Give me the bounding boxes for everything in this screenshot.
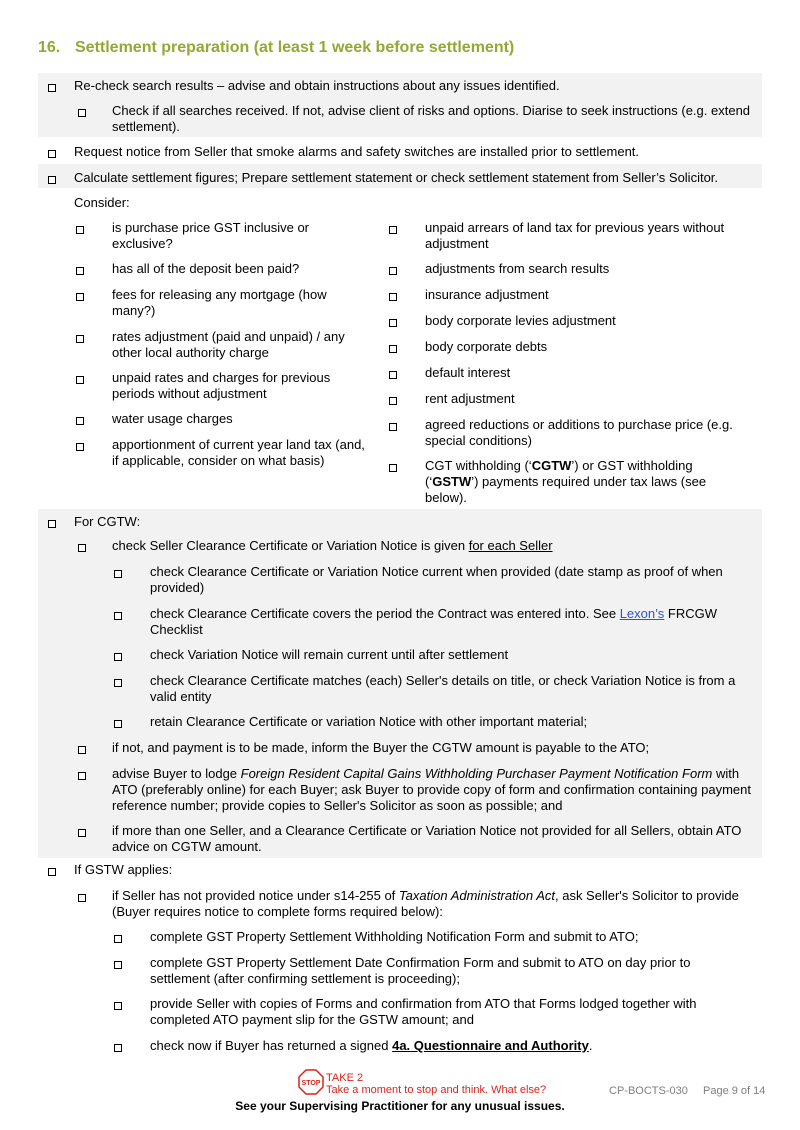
checkbox-cgtw-sub[interactable]	[114, 612, 122, 620]
checkbox-consider-left[interactable]	[76, 417, 84, 425]
item-recheck: Re-check search results – advise and obtain instructions about any issues identified.	[74, 78, 560, 93]
stop-sign-icon	[298, 1069, 324, 1095]
checkbox-searches[interactable]	[78, 109, 86, 117]
cgt-b1: CGTW	[531, 458, 572, 473]
cgt-mid: ’) or GST withholding (‘	[425, 458, 693, 489]
cgtw-sub-item: retain Clearance Certificate or variation Notice with other important material;	[150, 714, 588, 729]
checkbox-cgtw[interactable]	[48, 520, 56, 528]
checkbox-recheck[interactable]	[48, 84, 56, 92]
take2-block	[326, 1072, 546, 1096]
consider-right-item: default interest	[425, 365, 511, 380]
consider-left-item: is purchase price GST inclusive or exclusive?	[112, 220, 310, 251]
gstw-sub4-post: .	[588, 1038, 593, 1053]
checkbox-cgtw-check[interactable]	[78, 544, 86, 552]
checkbox-consider-left[interactable]	[76, 335, 84, 343]
gstw-title: If GSTW applies:	[74, 862, 173, 877]
checkbox-gstw-sub[interactable]	[114, 1044, 122, 1052]
checkbox-consider-right[interactable]	[389, 464, 397, 472]
footer-note: See your Supervising Practitioner for any unusual issues.	[235, 1099, 565, 1113]
consider-right-item-cgt	[425, 458, 725, 506]
section-title: Settlement preparation (at least 1 week before settlement)	[75, 39, 515, 56]
checkbox-gstw[interactable]	[48, 868, 56, 876]
cgtw-advise-form: Foreign Resident Capital Gains Withholding Purchaser Payment Notification Form	[240, 766, 713, 781]
gstw-sub-item: complete GST Property Settlement Date Confirmation Form and submit to ATO on day prior to settlement (after confirming settlement is proceeding);	[150, 955, 691, 986]
checkbox-cgtw-sub[interactable]	[114, 720, 122, 728]
cgtw-sub2-post: FRCGW Checklist	[150, 606, 717, 637]
consider-left-item: fees for releasing any mortgage (how many?)	[112, 287, 327, 318]
checkbox-consider-right[interactable]	[389, 397, 397, 405]
consider-left-item: has all of the deposit been paid?	[112, 261, 300, 276]
checkbox-consider-left[interactable]	[76, 443, 84, 451]
consider-right-item: rent adjustment	[425, 391, 515, 406]
checkbox-consider-right[interactable]	[389, 423, 397, 431]
consider-right-item: body corporate debts	[425, 339, 548, 354]
item-searches: Check if all searches received. If not, advise client of risks and options. Diarise to seek instructions (e.g. extend settlement).	[112, 103, 751, 134]
checkbox-gstw-sub[interactable]	[114, 1002, 122, 1010]
checkbox-gstw-notice[interactable]	[78, 894, 86, 902]
consider-right-item: body corporate levies adjustment	[425, 313, 616, 328]
checkbox-cgtw-sub[interactable]	[114, 653, 122, 661]
consider-right-item: insurance adjustment	[425, 287, 549, 302]
consider-label: Consider:	[74, 195, 130, 210]
page-number: Page 9 of 14	[703, 1085, 766, 1097]
consider-left-item: rates adjustment (paid and unpaid) / any other local authority charge	[112, 329, 345, 360]
checkbox-cgtw-advise[interactable]	[78, 772, 86, 780]
checkbox-consider-right[interactable]	[389, 226, 397, 234]
checkbox-consider-right[interactable]	[389, 319, 397, 327]
consider-right-item: agreed reductions or additions to purchase price (e.g. special conditions)	[425, 417, 733, 448]
cgt-pre: CGT withholding (‘	[425, 458, 532, 473]
checkbox-consider-right[interactable]	[389, 371, 397, 379]
checkbox-gstw-sub[interactable]	[114, 961, 122, 969]
consider-left-item: water usage charges	[112, 411, 233, 426]
cgtw-sub-item: check Clearance Certificate or Variation Notice current when provided (date stamp as proof of when provided)	[150, 564, 723, 595]
cgtw-advise	[112, 766, 757, 814]
checkbox-consider-left[interactable]	[76, 376, 84, 384]
cgtw-sub-item	[150, 606, 750, 638]
cgtw-more: if more than one Seller, and a Clearance Certificate or Variation Notice not provided for all Sellers, obtain ATO advice on CGTW amount.	[112, 823, 742, 854]
checkbox-consider-right[interactable]	[389, 293, 397, 301]
item-smoke: Request notice from Seller that smoke alarms and safety switches are installed prior to settlement.	[74, 144, 640, 159]
cgt-post: ’) payments required under tax laws (see below).	[425, 474, 707, 505]
checkbox-consider-right[interactable]	[389, 345, 397, 353]
gstw-notice-act: Taxation Administration Act	[398, 888, 555, 903]
document-code: CP-BOCTS-030	[609, 1085, 688, 1097]
gstw-sub-item: complete GST Property Settlement Withholding Notification Form and submit to ATO;	[150, 929, 639, 944]
gstw-notice	[112, 888, 742, 920]
cgtw-advise-text: advise Buyer to lodge	[112, 766, 241, 781]
cgtw-check-underlined: for each Seller	[468, 538, 553, 553]
checkbox-consider-left[interactable]	[76, 267, 84, 275]
consider-right-item: unpaid arrears of land tax for previous years without adjustment	[425, 220, 725, 251]
item-calculate: Calculate settlement figures; Prepare settlement statement or check settlement statement from Seller’s Solicitor.	[74, 170, 719, 185]
checkbox-gstw-sub[interactable]	[114, 935, 122, 943]
cgtw-title: For CGTW:	[74, 514, 141, 529]
checkbox-consider-left[interactable]	[76, 293, 84, 301]
cgtw-sub-item: check Variation Notice will remain current until after settlement	[150, 647, 509, 662]
gstw-sub4-text: check now if Buyer has returned a signed	[150, 1038, 393, 1053]
take2-title: TAKE 2	[326, 1072, 364, 1084]
checkbox-calculate[interactable]	[48, 176, 56, 184]
gstw-sub-item: provide Seller with copies of Forms and confirmation from ATO that Forms lodged together with completed ATO payment slip for the GSTW amount; and	[150, 996, 697, 1027]
consider-left-item: unpaid rates and charges for previous periods without adjustment	[112, 370, 331, 401]
gstw-notice-post: , ask Seller's Solicitor to provide (Buyer requires notice to complete forms required below):	[112, 888, 739, 919]
consider-left-item: apportionment of current year land tax (and, if applicable, consider on what basis)	[112, 437, 365, 468]
questionnaire-link[interactable]: 4a. Questionnaire and Authority	[392, 1038, 589, 1053]
cgtw-check-text: check Seller Clearance Certificate or Variation Notice is given	[112, 538, 469, 553]
checkbox-cgtw-more[interactable]	[78, 829, 86, 837]
lexon-link[interactable]: Lexon’s	[619, 606, 665, 621]
cgtw-check	[112, 538, 757, 554]
checkbox-consider-left[interactable]	[76, 226, 84, 234]
cgtw-sub2-text: check Clearance Certificate covers the period the Contract was entered into. See	[150, 606, 620, 621]
gstw-notice-text: if Seller has not provided notice under s14-255 of	[112, 888, 399, 903]
consider-right-item: adjustments from search results	[425, 261, 610, 276]
stop-label: STOP	[301, 1080, 321, 1087]
section-number: 16.	[38, 39, 61, 56]
cgtw-advise-post: with ATO (preferably online) for each Buyer; ask Buyer to provide copy of form and confirmation containing payment reference number; provide copies to Seller's Solicitor as soon as possible; and	[112, 766, 752, 813]
cgtw-if-not: if not, and payment is to be made, inform the Buyer the CGTW amount is payable to the ATO;	[112, 740, 650, 755]
take2-subtitle: Take a moment to stop and think. What else?	[326, 1084, 547, 1096]
checkbox-smoke[interactable]	[48, 150, 56, 158]
checkbox-cgtw-ifnot[interactable]	[78, 746, 86, 754]
cgtw-sub-item: check Clearance Certificate matches (each) Seller's details on title, or check Variation Notice is from a valid entity	[150, 673, 736, 704]
gstw-sub-item	[150, 1038, 750, 1054]
checkbox-cgtw-sub[interactable]	[114, 679, 122, 687]
checkbox-cgtw-sub[interactable]	[114, 570, 122, 578]
cgt-b2: GSTW	[432, 474, 472, 489]
section-heading	[38, 39, 514, 57]
checkbox-consider-right[interactable]	[389, 267, 397, 275]
